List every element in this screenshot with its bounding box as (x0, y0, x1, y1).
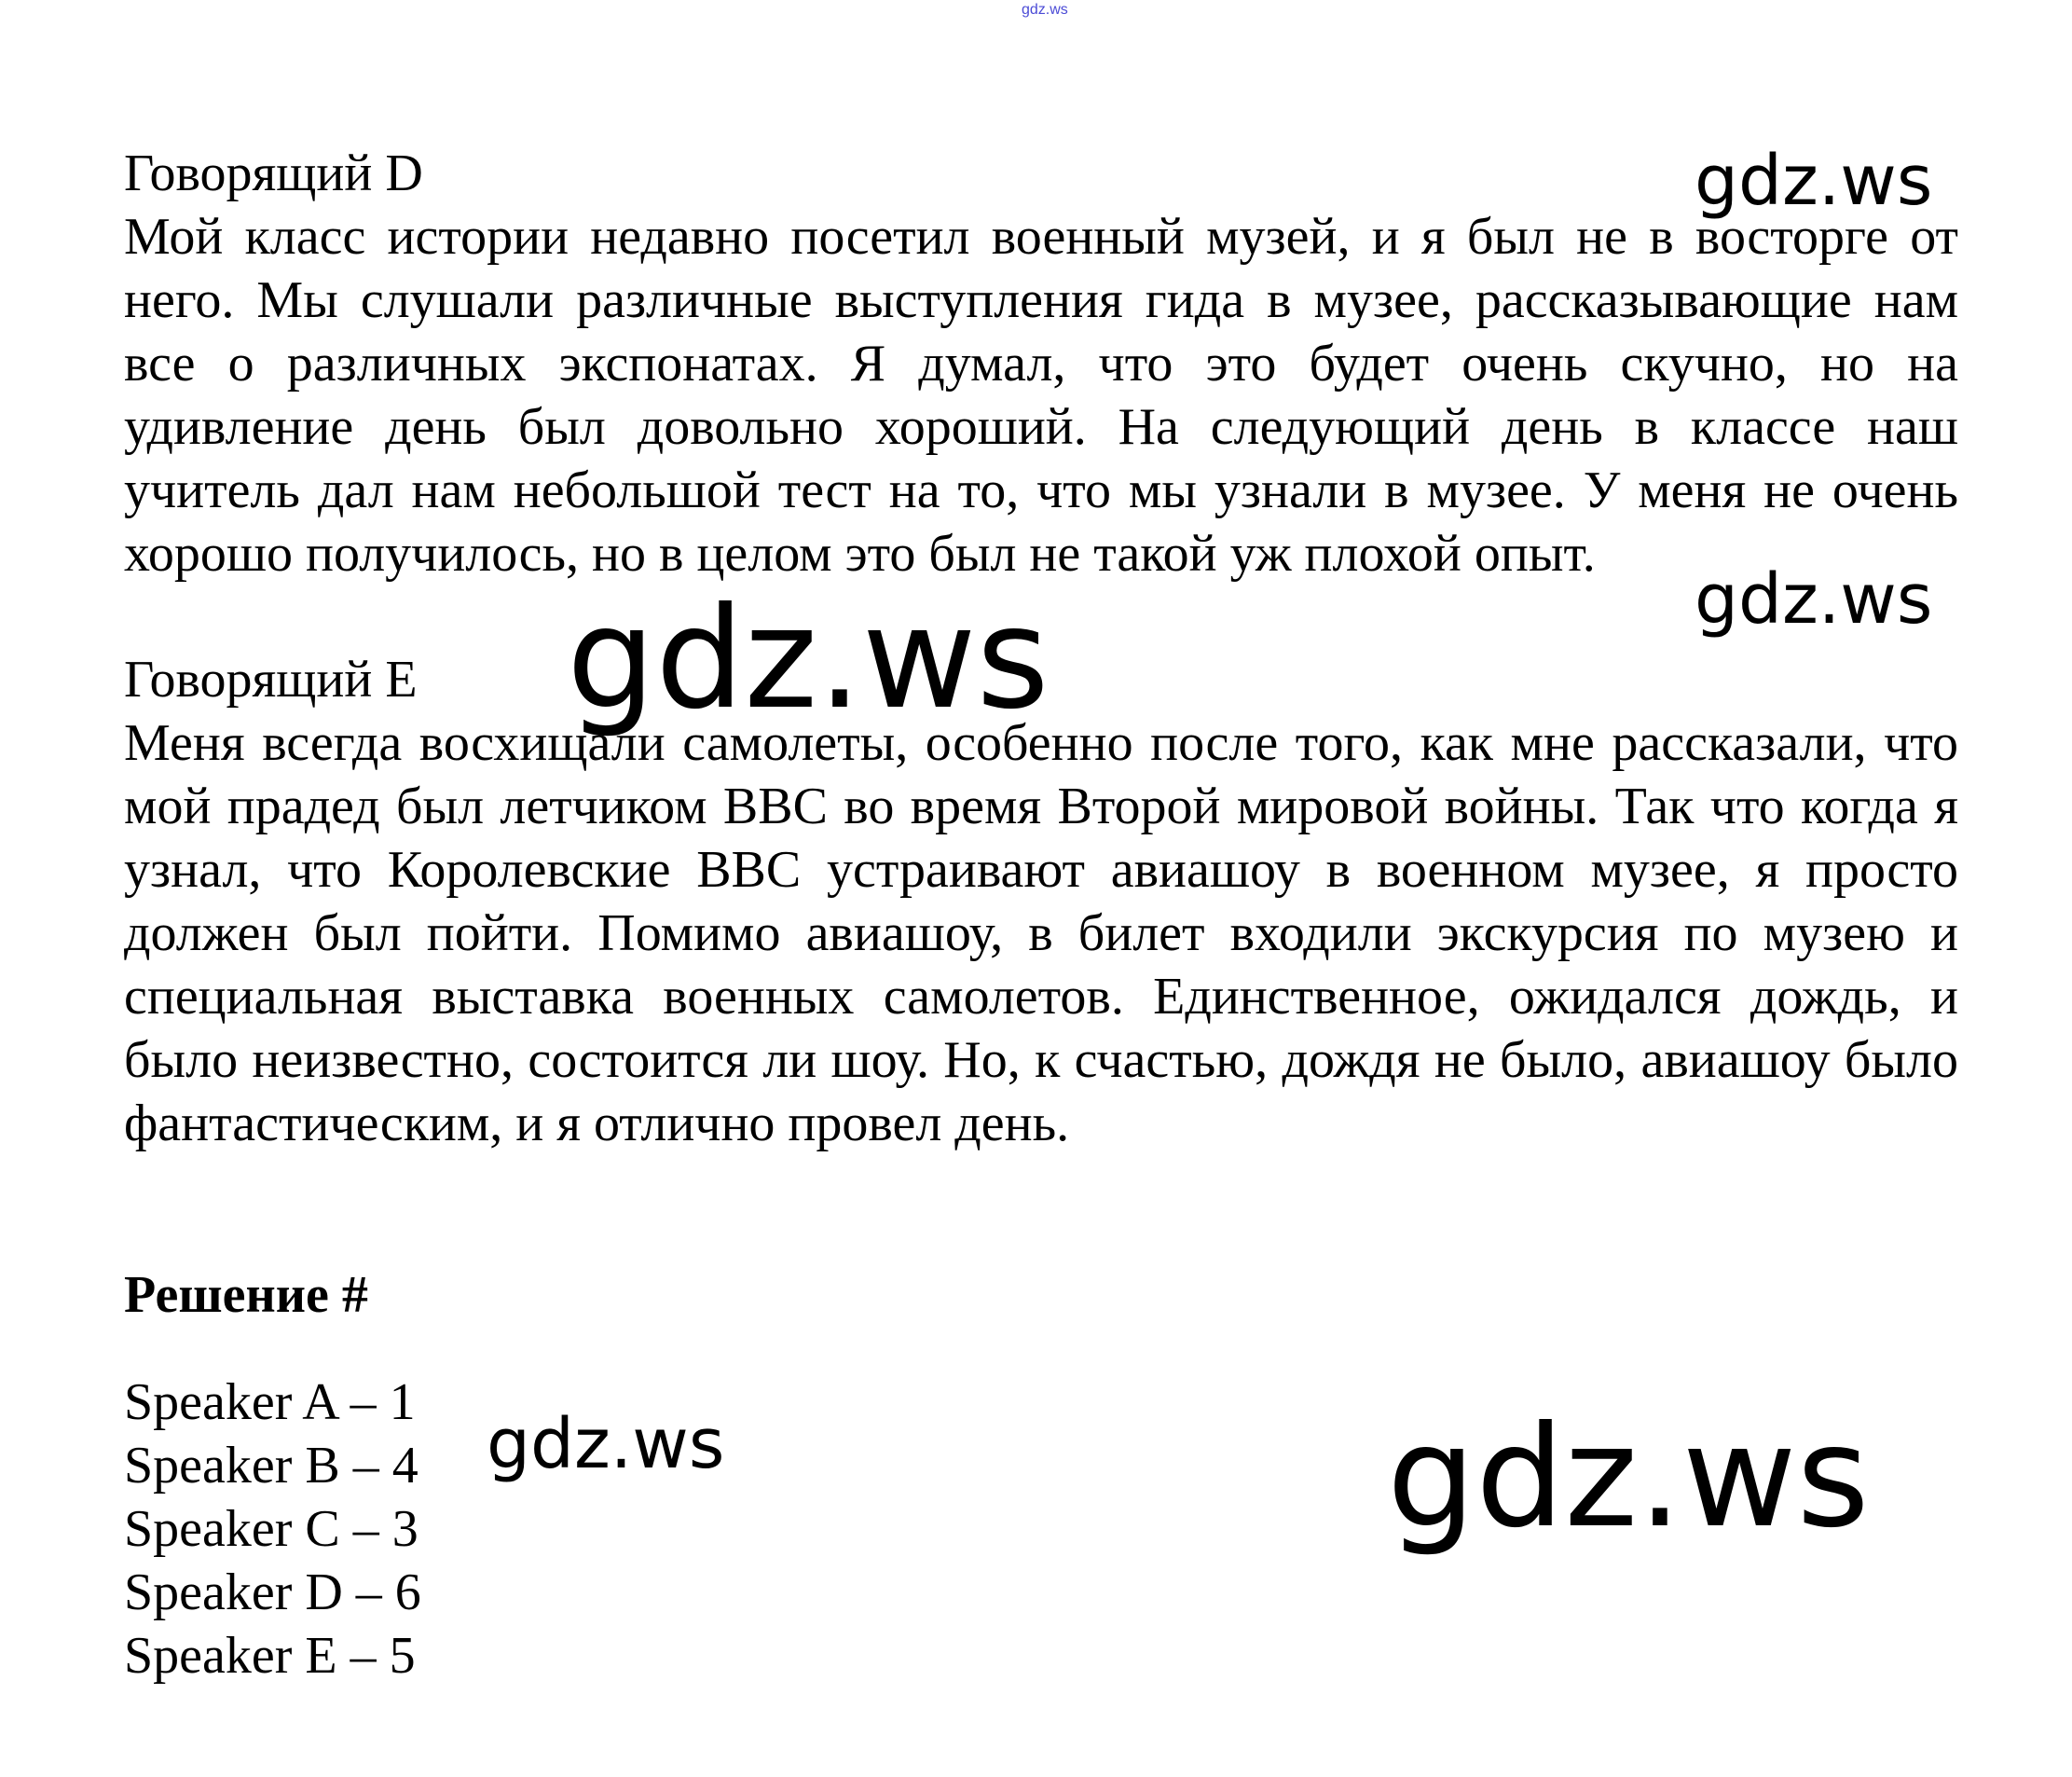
solution-heading: Решение # (124, 1266, 368, 1324)
watermark: gdz.ws (1695, 559, 1933, 640)
watermark: gdz.ws (1695, 141, 1933, 221)
speaker-e-text: Меня всегда восхищали самолеты, особенно после того, как мне рассказали, что мой прадед был летчиком ВВС во время Второй мировой войны. Так что когда я узнал, что Королевские ВВС устраивают авиашоу в военном музее, я просто должен был пойти. Помимо авиашоу, в билет входили экскурсия по музею и специальная выставка военных самолетов. Единственное, ожидался дождь, и было неизвестно, состоится ли шоу. Но, к счастью, дождя не было, авиашоу было фантастическим, и я отлично провел день. (124, 714, 1958, 1152)
top-watermark-link: gdz.ws (1022, 2, 1068, 18)
answer-list (124, 1371, 421, 1687)
answer-item: Speaker A – 1 (124, 1373, 416, 1431)
answer-item: Speaker C – 3 (124, 1500, 419, 1558)
speaker-e-heading: Говорящий E (124, 651, 418, 709)
watermark: gdz.ws (1387, 1397, 1870, 1559)
answer-item: Speaker E – 5 (124, 1627, 416, 1685)
speaker-d-section (124, 142, 1958, 585)
watermark: gdz.ws (487, 1404, 725, 1484)
watermark: gdz.ws (567, 578, 1050, 740)
answer-item: Speaker B – 4 (124, 1437, 419, 1495)
answer-item: Speaker D – 6 (124, 1563, 421, 1621)
speaker-d-text: Мой класс истории недавно посетил военный музей, и я был не в восторге от него. Мы слушали различные выступления гида в музее, рассказывающие нам все о различных экспонатах. Я думал, что это будет очень скучно, но на удивление день был довольно хороший. На следующий день в классе наш учитель дал нам небольшой тест на то, что мы узнали в музее. У меня не очень хорошо получилось, но в целом это был не такой уж плохой опыт. (124, 208, 1958, 583)
speaker-d-heading: Говорящий D (124, 145, 423, 202)
